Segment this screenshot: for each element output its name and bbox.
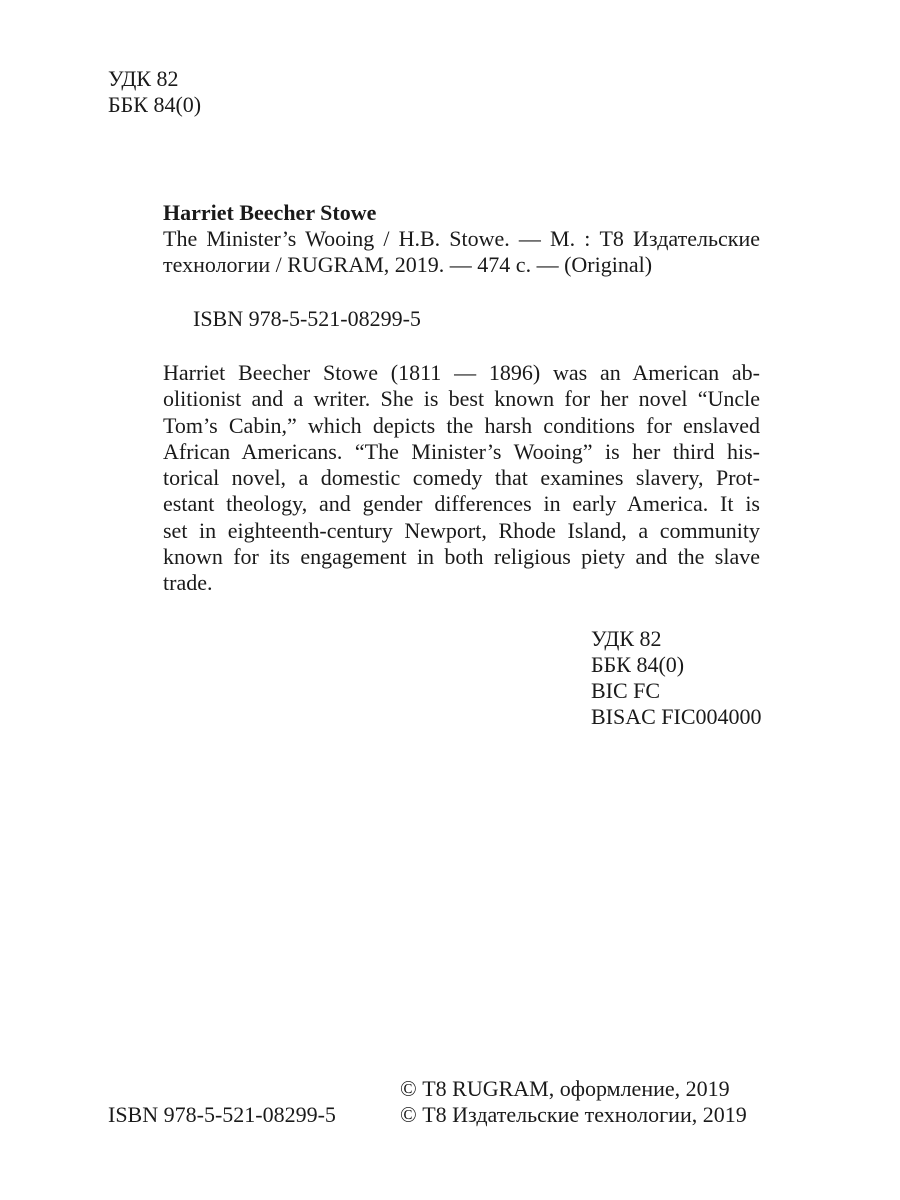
annotation-line: Tom’s Cabin,” which depicts the harsh conditions for enslaved [163,412,760,438]
bisac-code: BISAC FIC004000 [591,704,762,729]
annotation-line: set in eighteenth-century Newport, Rhode Island, a community [163,517,760,543]
annotation-paragraph [163,360,760,597]
bbk-code: ББК 84(0) [108,92,202,117]
footer-isbn: ISBN 978-5-521-08299-5 [108,1102,336,1127]
bibliographic-entry [163,226,760,278]
isbn-line: ISBN 978-5-521-08299-5 [193,306,421,331]
bic-code: BIC FC [591,678,661,703]
bibliographic-entry-line: The Minister’s Wooing / H.B. Stowe. — М. : Т8 Издательские [163,226,760,251]
author-heading: Harriet Beecher Stowe [163,200,377,225]
top-classification-codes [108,66,201,118]
udk-code: УДК 82 [108,66,179,91]
copyright-line: © Т8 RUGRAM, оформление, 2019 [400,1076,730,1101]
annotation-line: trade. [163,570,213,596]
classification-codes [591,626,762,730]
annotation-line: Harriet Beecher Stowe (1811 — 1896) was an American ab- [163,360,760,385]
annotation-line: torical novel, a domestic comedy that examines slavery, Prot- [163,465,760,491]
bibliographic-entry-line: технологии / RUGRAM, 2019. — 474 с. — (Original) [163,252,653,277]
udk-code: УДК 82 [591,626,662,651]
annotation-line: known for its engagement in both religious piety and the slave [163,544,760,570]
bbk-code: ББК 84(0) [591,652,685,677]
annotation-line: olitionist and a writer. She is best known for her novel “Uncle [163,386,760,412]
copyright-block [400,1076,747,1128]
annotation-line: African Americans. “The Minister’s Wooing” is her third his- [163,438,760,464]
copyright-line: © Т8 Издательские технологии, 2019 [400,1102,747,1127]
annotation-line: estant theology, and gender differences in early America. It is [163,491,760,517]
